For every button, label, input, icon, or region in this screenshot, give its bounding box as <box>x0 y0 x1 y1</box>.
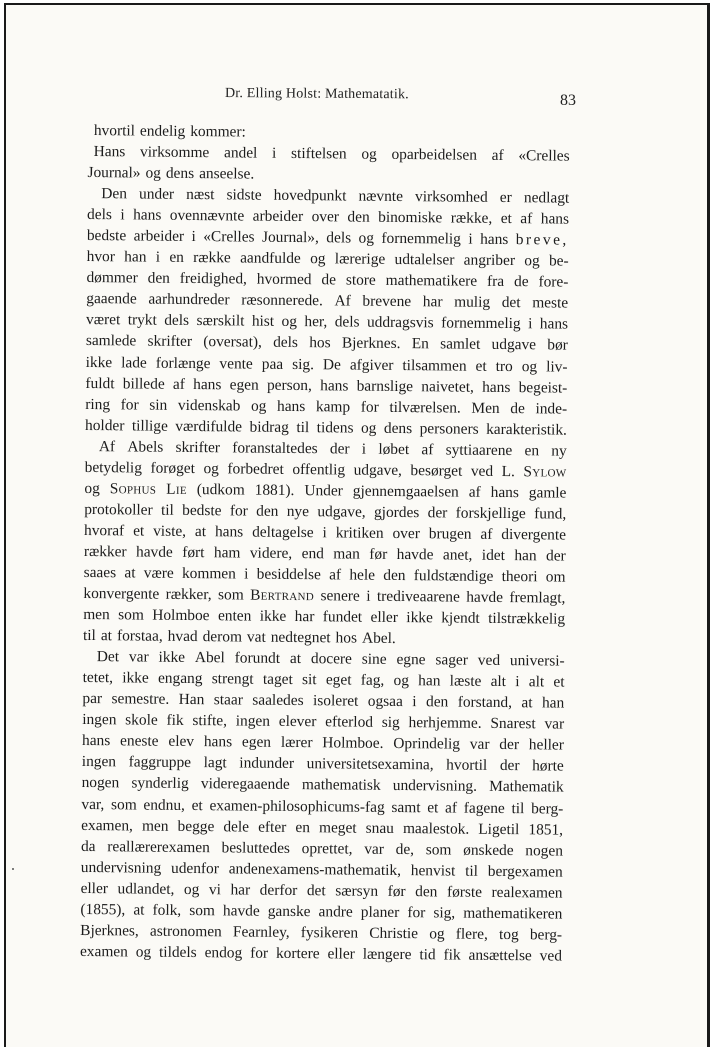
text-line: til at forstaa, hvad derom vat nedtegnet hos Abel. <box>82 627 396 648</box>
text-line: gaaende aarhundreder ræsonnerede. Af brevene har mulig det meste <box>86 290 569 312</box>
text-line: hans eneste elev hans egen lærer Holmboe. Oprindelig var der heller <box>81 732 564 754</box>
text-line: hvortil endelig kommer: <box>93 122 246 141</box>
text-line: Hans virksomme andel i stiftelsen og oparbeidelsen af «Crelles <box>93 143 570 165</box>
text-line: dels i hans ovennævnte arbeider over den binomiske række, et af hans <box>87 206 570 228</box>
text-line: (1855), at folk, som havde ganske andre planer for sig, mathematikeren <box>80 900 563 923</box>
text-line: var, som endnu, et examen-philosophicums-fag samt et af fagene til berg- <box>81 795 564 818</box>
running-head: Dr. Elling Holst: Mathematatik. <box>224 86 409 103</box>
text-line: Bjerknes, astronomen Fearnley, fysikeren Christie og flere, tog berg- <box>80 921 563 944</box>
page-bottom-margin <box>4 1047 710 1053</box>
text-line: og Sophus Lie (udkom 1881). Under gjennemgaaelsen af hans gamle <box>84 479 567 502</box>
text-line: tetet, ikke engang strengt taget sit eget fag, og han læste alt i alt et <box>82 669 565 691</box>
text-line: konvergente rækker, som Bertrand senere i trediveaarene havde fremlagt, <box>83 585 566 607</box>
text-line: undervisning udenfor andenexamens-mathematik, henvist til bergexamen <box>80 858 563 881</box>
text-line: hvor han i en række aandfulde og lærerige udtalelser angriber og be- <box>86 248 569 270</box>
text-line: examen, men begge dele efter en meget snau maalestok. Ligetil 1851, <box>81 816 564 839</box>
text-line: Den under næst sidste hovedpunkt nævnte virksomhed er nedlagt <box>101 185 570 207</box>
text-line: par semestre. Han staar saaledes isoleret ogsaa i den forstand, at han <box>82 690 565 712</box>
text-line: eller udlandet, og vi har derfor det særsyn før den første realexamen <box>80 879 563 902</box>
body-text <box>80 120 570 966</box>
text-line: examen og tildels endog for kortere eller længere tid fik ansættelse ved <box>79 942 563 965</box>
text-line: dømmer den freidighed, hvormed de store mathematikere fra de fore- <box>86 269 569 291</box>
text-line: været trykt dels særskilt hist og her, dels uddragsvis fornemmelig i hans <box>85 311 569 334</box>
text-line: ring for sin videnskab og hans kamp for tilværelsen. Men de inde- <box>85 395 568 418</box>
text-line: saaes at være kommen i besiddelse af hele den fuldstændige theori om <box>83 563 566 586</box>
text-line: ingen skole fik stifte, ingen elever efterlod sig herhjemme. Snarest var <box>82 711 565 733</box>
text-line: betydelig forøget og forbedret offentlig udgave, besørget ved L. Sylow <box>84 458 567 481</box>
text-line: nogen synderlig videregaaende mathematisk undervisning. Mathematik <box>81 774 564 797</box>
text-line: men som Holmboe enten ikke har fundet eller ikke kjendt tilstrækkelig <box>83 606 566 628</box>
text-line: bedste arbeider i «Crelles Journal», dels og fornemmelig i hans breve, <box>86 227 569 249</box>
text-line: fuldt billede af hans egen person, hans barnslige naivetet, hans begeist- <box>85 374 568 397</box>
text-line: Journal» og dens anseelse. <box>87 164 255 183</box>
page-number: 83 <box>560 92 576 109</box>
text-line: Af Abels skrifter foranstaltedes der i løbet af syttiaarene en ny <box>98 437 567 460</box>
text-line: protokoller til bedste for den nye udgave, gjordes der forskjellige fund, <box>84 500 567 523</box>
text-line: holder tillige værdifulde bidrag til tidens og dens personers karakteristik. <box>84 416 568 439</box>
text-line: ikke lade forlænge vente paa sig. De afgiver tilsammen et tro og liv- <box>85 353 568 376</box>
text-line: Det var ikke Abel forundt at docere sine egne sager ved universi- <box>96 648 565 670</box>
text-line: samlede skrifter (oversat), dels hos Bjerknes. En samlet udgave bør <box>85 332 568 355</box>
text-line: hvoraf et viste, at hans deltagelse i kritiken over brugen af divergente <box>83 521 567 544</box>
text-line: rækker havde ført ham videre, end man før havde anet, idet han der <box>83 542 566 565</box>
margin-speck <box>12 868 14 870</box>
text-line: ingen faggruppe lagt indunder universitetsexamina, hvortil der hørte <box>81 753 564 776</box>
text-line: da reallærerexamen besluttedes oprettet, var de, som ønskede nogen <box>80 837 564 860</box>
